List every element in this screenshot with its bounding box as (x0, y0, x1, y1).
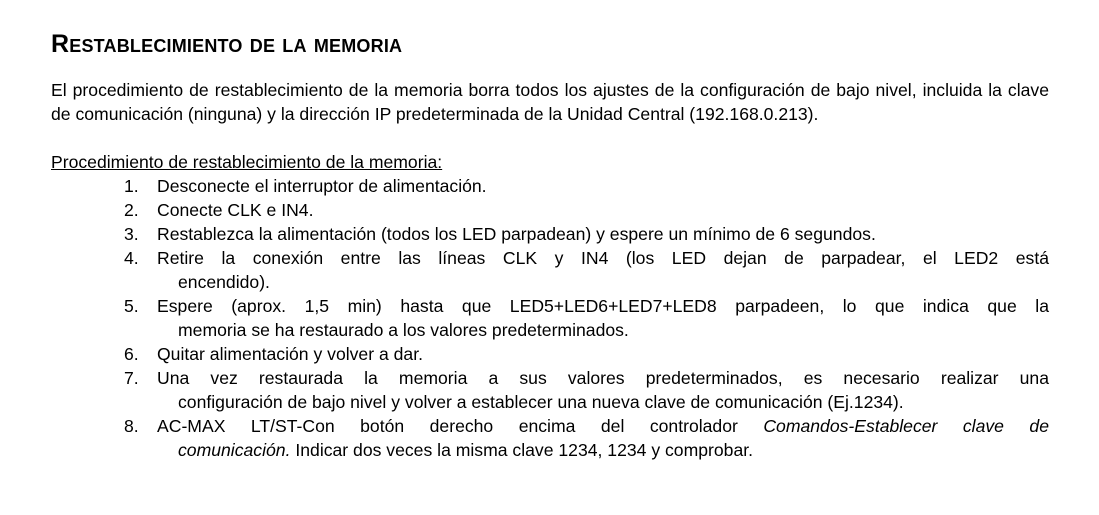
list-item (124, 294, 1049, 342)
step-number: 5. (124, 296, 139, 316)
list-item (124, 222, 1049, 246)
step-text: Una vez restaurada la memoria a sus valores predeterminados, es necesario realizar una (157, 368, 1049, 388)
list-item (124, 342, 1049, 366)
list-item (124, 246, 1049, 294)
step-number: 2. (124, 200, 139, 220)
step-text: Espere (aprox. 1,5 min) hasta que LED5+LED6+LED7+LED8 parpadeen, lo que indica que la (157, 296, 1049, 316)
step-number: 7. (124, 368, 139, 388)
step-text-plain: Indicar dos veces la misma clave 1234, 1234 y comprobar. (290, 440, 754, 460)
step-text: Retire la conexión entre las líneas CLK y IN4 (los LED dejan de parpadear, el LED2 está (157, 248, 1049, 268)
step-number: 6. (124, 344, 139, 364)
step-text: Desconecte el interruptor de alimentación. (157, 176, 487, 196)
step-number: 1. (124, 176, 139, 196)
list-item (124, 366, 1049, 414)
step-text-italic: Comandos-Establecer clave de (763, 416, 1050, 436)
intro-paragraph: El procedimiento de restablecimiento de la memoria borra todos los ajustes de la configuración de bajo nivel, incluida la clave de comunicación (ninguna) y la dirección IP predeterminada de la Unidad Central (192.168.0.213). (51, 80, 1049, 124)
page-title: Restablecimiento de la memoria (51, 30, 403, 58)
step-text-continuation: encendido). (178, 272, 270, 292)
step-number: 8. (124, 416, 139, 436)
list-item (124, 198, 1049, 222)
step-text-continuation: memoria se ha restaurado a los valores predeterminados. (178, 320, 629, 340)
step-text-continuation: configuración de bajo nivel y volver a establecer una nueva clave de comunicación (Ej.1234). (178, 392, 904, 412)
step-text: Quitar alimentación y volver a dar. (157, 344, 423, 364)
list-item (124, 414, 1049, 462)
step-text-plain: AC-MAX LT/ST-Con botón derecho encima del controlador (157, 416, 764, 436)
step-text: Restablezca la alimentación (todos los LED parpadean) y espere un mínimo de 6 segundos. (157, 224, 876, 244)
step-text-continuation (157, 438, 1049, 462)
step-text (157, 414, 1049, 438)
step-number: 4. (124, 248, 139, 268)
step-text: Conecte CLK e IN4. (157, 200, 314, 220)
step-number: 3. (124, 224, 139, 244)
step-text-italic: comunicación. (178, 440, 291, 460)
procedure-steps-list (124, 174, 1049, 462)
procedure-subheading: Procedimiento de restablecimiento de la memoria: (51, 152, 443, 172)
list-item (124, 174, 1049, 198)
